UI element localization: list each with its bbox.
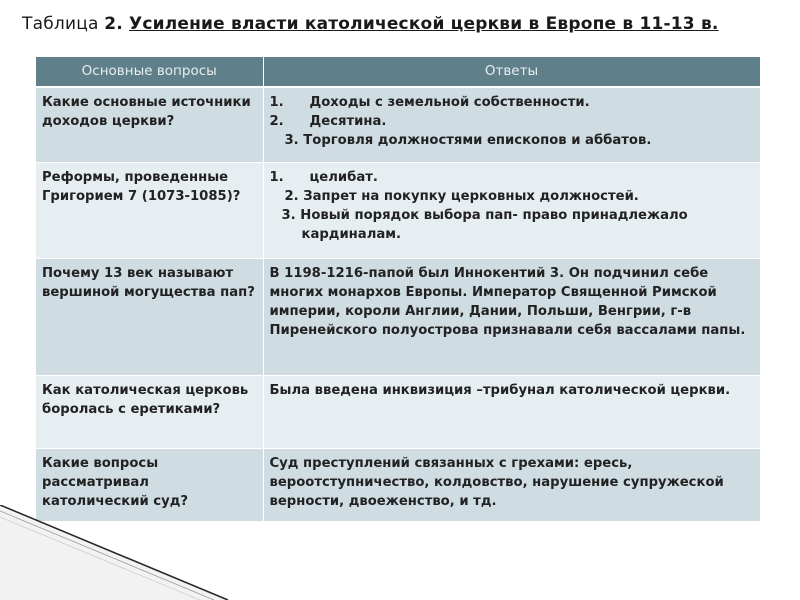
table-row bbox=[36, 258, 760, 375]
answer-cell bbox=[263, 162, 760, 258]
list-item bbox=[270, 131, 754, 150]
question-cell: Почему 13 век называют вершиной могущества пап? bbox=[36, 258, 263, 375]
item-text: целибат. bbox=[309, 169, 378, 185]
answer-cell: Суд преступлений связанных с грехами: ересь, вероотступничество, колдовство, нарушение супружеской верности, двоеженство, и тд. bbox=[263, 448, 760, 521]
answer-cell: В 1198-1216-папой был Иннокентий 3. Он подчинил себе многих монархов Европы. Император Священной Римской империи, короли Англии, Дании, Польши, Венгрии, г-в Пиренейского полуострова признавали себя вассалами папы. bbox=[263, 258, 760, 375]
item-number: 3. bbox=[284, 133, 299, 148]
answer-list bbox=[270, 93, 754, 150]
question-cell: Реформы, проведенные Григорием 7 (1073-1085)? bbox=[36, 162, 263, 258]
table-row bbox=[36, 375, 760, 448]
list-item bbox=[270, 112, 754, 131]
item-text: Торговля должностями епископов и аббатов. bbox=[303, 133, 652, 148]
answer-list bbox=[270, 168, 754, 244]
list-item bbox=[270, 168, 754, 187]
item-number: 3. bbox=[281, 207, 296, 223]
answer-cell bbox=[263, 87, 760, 162]
answer-cell: Была введена инквизиция –трибунал католической церкви. bbox=[263, 375, 760, 448]
item-text: Доходы с земельной собственности. bbox=[309, 95, 590, 110]
item-text: Запрет на покупку церковных должностей. bbox=[303, 188, 639, 204]
title-lead: Таблица bbox=[22, 14, 105, 34]
item-number: 1. bbox=[269, 95, 284, 110]
corner-decoration bbox=[0, 505, 230, 600]
question-cell: Как католическая церковь боролась с еретиками? bbox=[36, 375, 263, 448]
question-cell: Какие основные источники доходов церкви? bbox=[36, 87, 263, 162]
table-row bbox=[36, 162, 760, 258]
table-header-row bbox=[36, 57, 760, 87]
main-table bbox=[36, 57, 761, 522]
item-number: 2. bbox=[284, 188, 299, 204]
list-item bbox=[270, 206, 754, 244]
item-number: 1. bbox=[269, 169, 284, 185]
title-text: Усиление власти католической церкви в Европе в 11-13 в. bbox=[129, 14, 719, 34]
header-answers: Ответы bbox=[263, 57, 760, 87]
page-title bbox=[22, 14, 719, 34]
question-cell: Какие вопросы рассматривал католический суд? bbox=[36, 448, 263, 521]
title-number: 2. bbox=[104, 14, 123, 34]
header-questions: Основные вопросы bbox=[36, 57, 263, 87]
list-item bbox=[270, 187, 754, 206]
list-item bbox=[270, 93, 754, 112]
item-text: Новый порядок выбора пап- право принадлежало кардиналам. bbox=[300, 207, 688, 242]
item-text: Десятина. bbox=[309, 114, 387, 129]
table-row bbox=[36, 87, 760, 162]
item-number: 2. bbox=[269, 114, 284, 129]
